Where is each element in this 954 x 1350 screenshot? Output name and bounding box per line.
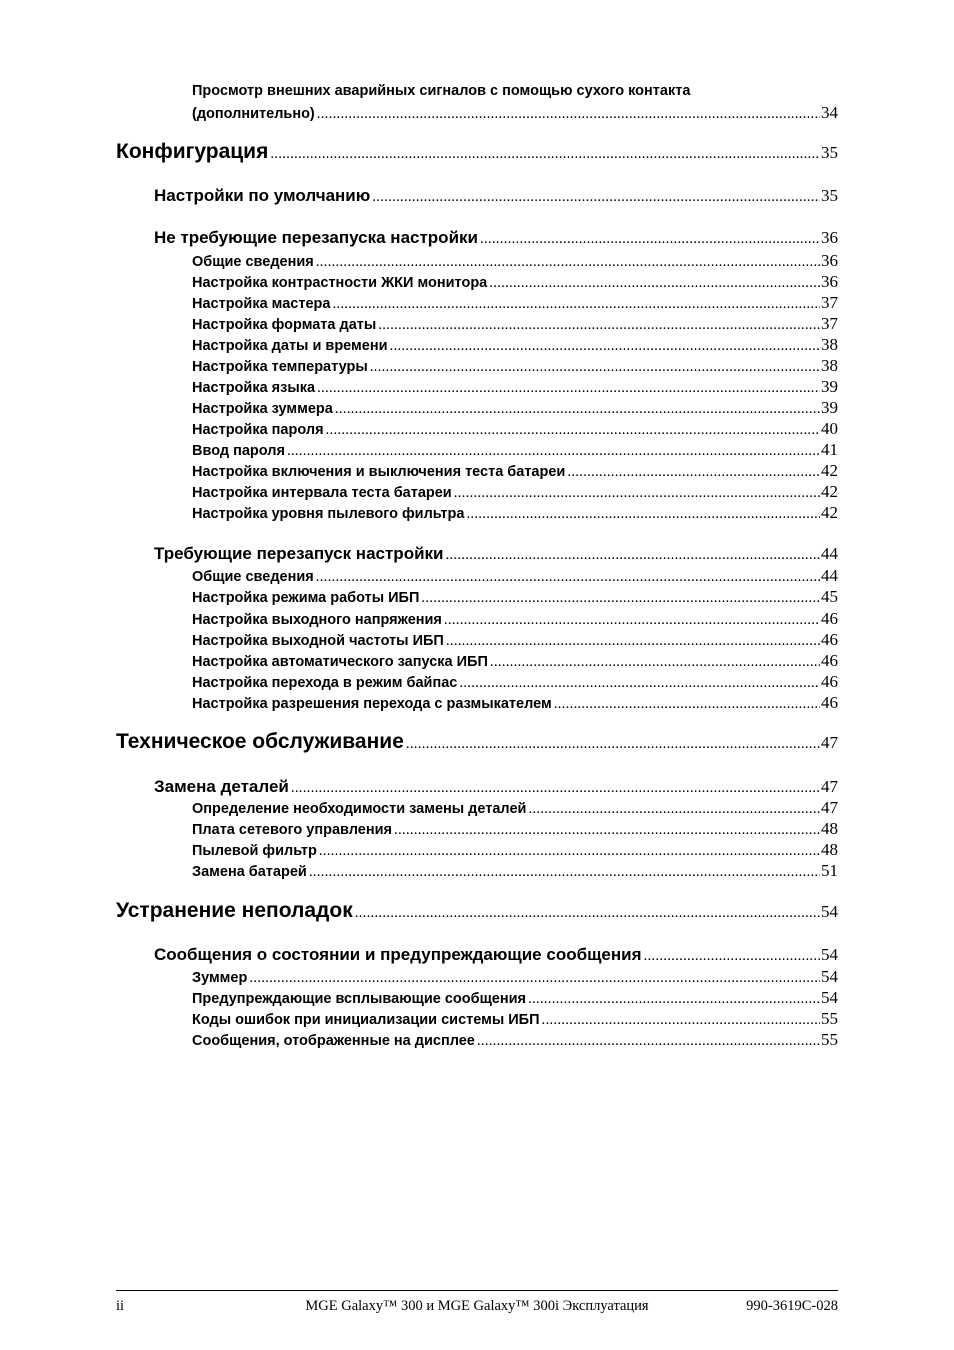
toc-entry-page: 38 [821,356,838,375]
toc-entry-page: 48 [821,840,838,859]
toc-leader-dots [317,106,820,123]
toc-entry-title: Настройка разрешения перехода с размыкателем [192,696,552,712]
toc-leader-dots [444,612,820,629]
toc-leader-dots [528,801,820,818]
toc-section-page: 36 [821,228,838,247]
toc-entry-page: 55 [821,1030,838,1049]
toc-entry[interactable] [0,987,954,1008]
toc-entry[interactable] [0,629,954,650]
toc-entry-title: Общие сведения [192,569,314,585]
toc-entry[interactable] [0,481,954,502]
toc-section[interactable] [0,776,954,797]
toc-section-page: 47 [821,777,838,796]
toc-chapter-page: 35 [821,143,838,162]
toc-leader-dots [542,1012,820,1029]
footer-doc-code: 990-3619C-028 [746,1298,838,1314]
toc-leader-dots [406,736,820,753]
toc-entry[interactable] [0,586,954,607]
toc-entry-title: Общие сведения [192,254,314,270]
toc-entry[interactable] [0,313,954,334]
toc-section-page: 54 [821,945,838,964]
toc-leader-dots [372,189,820,206]
toc-entry[interactable] [0,102,954,123]
toc-section-title: Замена деталей [154,777,289,796]
toc-entry[interactable] [0,439,954,460]
toc-entry-page: 34 [821,103,838,122]
toc-leader-dots [459,675,820,692]
toc-entry-page: 41 [821,440,838,459]
toc-leader-dots [309,864,820,881]
toc-leader-dots [370,359,820,376]
toc-entry-title: Предупреждающие всплывающие сообщения [192,991,526,1007]
toc-entry-title: Настройка даты и времени [192,338,388,354]
toc-section[interactable] [0,543,954,564]
toc-entry-title: Настройка контрастности ЖКИ монитора [192,275,488,291]
toc-entry-page: 51 [821,861,838,880]
toc-entry-page: 38 [821,335,838,354]
toc-leader-dots [326,422,820,439]
toc-entry[interactable] [0,1029,954,1050]
toc-entry-title: Настройка языка [192,380,316,396]
toc-entry[interactable] [0,502,954,523]
toc-leader-dots [332,296,820,313]
toc-entry-title: Настройка мастера [192,296,331,312]
toc-entry-page: 36 [821,272,838,291]
toc-entry-page: 54 [821,988,838,1007]
toc-section-page: 35 [821,186,838,205]
toc-leader-dots [421,590,820,607]
footer-page-number: ii [116,1298,125,1314]
toc-entry-title: Плата сетевого управления [192,822,392,838]
toc-entry-page: 47 [821,798,838,817]
toc-entry[interactable] [0,418,954,439]
toc-entry-title: Коды ошибок при инициализации системы ИБП [192,1012,540,1028]
toc-entry-page: 46 [821,630,838,649]
toc-entry-page: 54 [821,967,838,986]
toc-entry-title: Настройка выходного напряжения [192,612,442,628]
toc-leader-dots [249,970,820,987]
toc-entry[interactable] [0,271,954,292]
toc-entry-page: 37 [821,314,838,333]
toc-entry[interactable] [0,376,954,397]
toc-section[interactable] [0,185,954,206]
toc-chapter[interactable] [0,730,954,754]
toc-leader-dots [378,317,820,334]
toc-chapter-title: Техническое обслуживание [116,730,404,753]
toc-entry-title: Ввод пароля [192,443,285,459]
toc-entry-title: Замена батарей [192,864,307,880]
footer-divider [116,1290,838,1291]
toc-section[interactable] [0,944,954,965]
toc-entry-title: Настройка температуры [192,359,368,375]
toc-entry[interactable] [0,818,954,839]
toc-entry-title: Настройка выходной частоты ИБП [192,633,444,649]
toc-chapter[interactable] [0,140,954,164]
toc-entry-page: 46 [821,672,838,691]
toc-entry-page: 46 [821,651,838,670]
toc-entry-page: 48 [821,819,838,838]
toc-leader-dots [316,569,820,586]
toc-leader-dots [270,146,820,163]
toc-leader-dots [446,633,820,650]
toc-entry-title: Настройка зуммера [192,401,333,417]
toc-section-title: Настройки по умолчанию [154,186,371,205]
toc-leader-dots [287,443,820,460]
toc-entry-page: 55 [821,1009,838,1028]
toc-entry-page: 42 [821,482,838,501]
toc-entry-page: 40 [821,419,838,438]
toc-chapter-title: Конфигурация [116,140,269,163]
toc-entry[interactable] [0,565,954,586]
toc-leader-dots [554,696,820,713]
toc-entry[interactable] [0,671,954,692]
toc-chapter-page: 47 [821,733,838,752]
toc-entry-title: Зуммер [192,970,248,986]
toc-entry-title: Настройка пароля [192,422,324,438]
toc-chapter[interactable] [0,899,954,923]
toc-leader-dots [355,905,820,922]
toc-entry-page: 44 [821,566,838,585]
footer-title: MGE Galaxy™ 300 и MGE Galaxy™ 300i Эксплуатация [305,1298,649,1314]
toc-entry[interactable] [0,334,954,355]
toc-leader-dots [319,843,820,860]
toc-entry[interactable] [0,460,954,481]
toc-leader-dots [489,275,820,292]
toc-leader-dots [335,401,820,418]
toc-entry[interactable] [0,250,954,271]
toc-entry-continued-title: Просмотр внешних аварийных сигналов с помощью сухого контакта [192,83,691,99]
toc-entry-page: 46 [821,609,838,628]
toc-entry-title: Определение необходимости замены деталей [192,801,527,817]
toc-leader-dots [466,506,820,523]
toc-entry-page: 46 [821,693,838,712]
toc-entry-page: 45 [821,587,838,606]
toc-leader-dots [644,948,820,965]
toc-entry-title: Настройка формата даты [192,317,377,333]
toc-section[interactable] [0,227,954,248]
toc-entry[interactable] [0,397,954,418]
toc-leader-dots [445,547,820,564]
toc-leader-dots [390,338,820,355]
toc-entry-title: Сообщения, отображенные на дисплее [192,1033,475,1049]
toc-entry-title: Настройка перехода в режим байпас [192,675,458,691]
toc-section-page: 44 [821,544,838,563]
toc-entry[interactable] [0,355,954,376]
toc-leader-dots [528,991,820,1008]
toc-chapter-page: 54 [821,902,838,921]
toc-entry[interactable] [0,292,954,313]
toc-entry-title: Настройка включения и выключения теста батареи [192,464,566,480]
toc-leader-dots [480,231,820,248]
toc-leader-dots [567,464,820,481]
toc-section-title: Требующие перезапуск настройки [154,544,444,563]
toc-entry-title: (дополнительно) [192,106,315,122]
toc-leader-dots [490,654,820,671]
toc-section-title: Не требующие перезапуска настройки [154,228,478,247]
toc-entry-title: Настройка уровня пылевого фильтра [192,506,465,522]
toc-leader-dots [454,485,820,502]
toc-entry[interactable] [0,650,954,671]
toc-chapter-title: Устранение неполадок [116,899,353,922]
toc-entry-page: 36 [821,251,838,270]
toc-leader-dots [317,380,820,397]
toc-entry[interactable] [0,860,954,881]
toc-entry[interactable] [0,839,954,860]
toc-entry[interactable] [0,966,954,987]
toc-entry-page: 39 [821,377,838,396]
toc-entry-title: Настройка интервала теста батареи [192,485,452,501]
toc-entry-page: 42 [821,461,838,480]
toc-entry[interactable] [0,1008,954,1029]
toc-section-title: Сообщения о состоянии и предупреждающие сообщения [154,945,642,964]
toc-leader-dots [291,780,820,797]
toc-leader-dots [394,822,820,839]
toc-entry[interactable] [0,608,954,629]
toc-leader-dots [477,1033,820,1050]
toc-entry[interactable] [0,797,954,818]
toc-leader-dots [316,254,820,271]
toc-entry[interactable] [0,692,954,713]
toc-entry-title: Настройка автоматического запуска ИБП [192,654,488,670]
toc-entry-page: 37 [821,293,838,312]
toc-entry-page: 39 [821,398,838,417]
toc-entry-title: Пылевой фильтр [192,843,317,859]
toc-entry-page: 42 [821,503,838,522]
toc-entry-title: Настройка режима работы ИБП [192,590,420,606]
